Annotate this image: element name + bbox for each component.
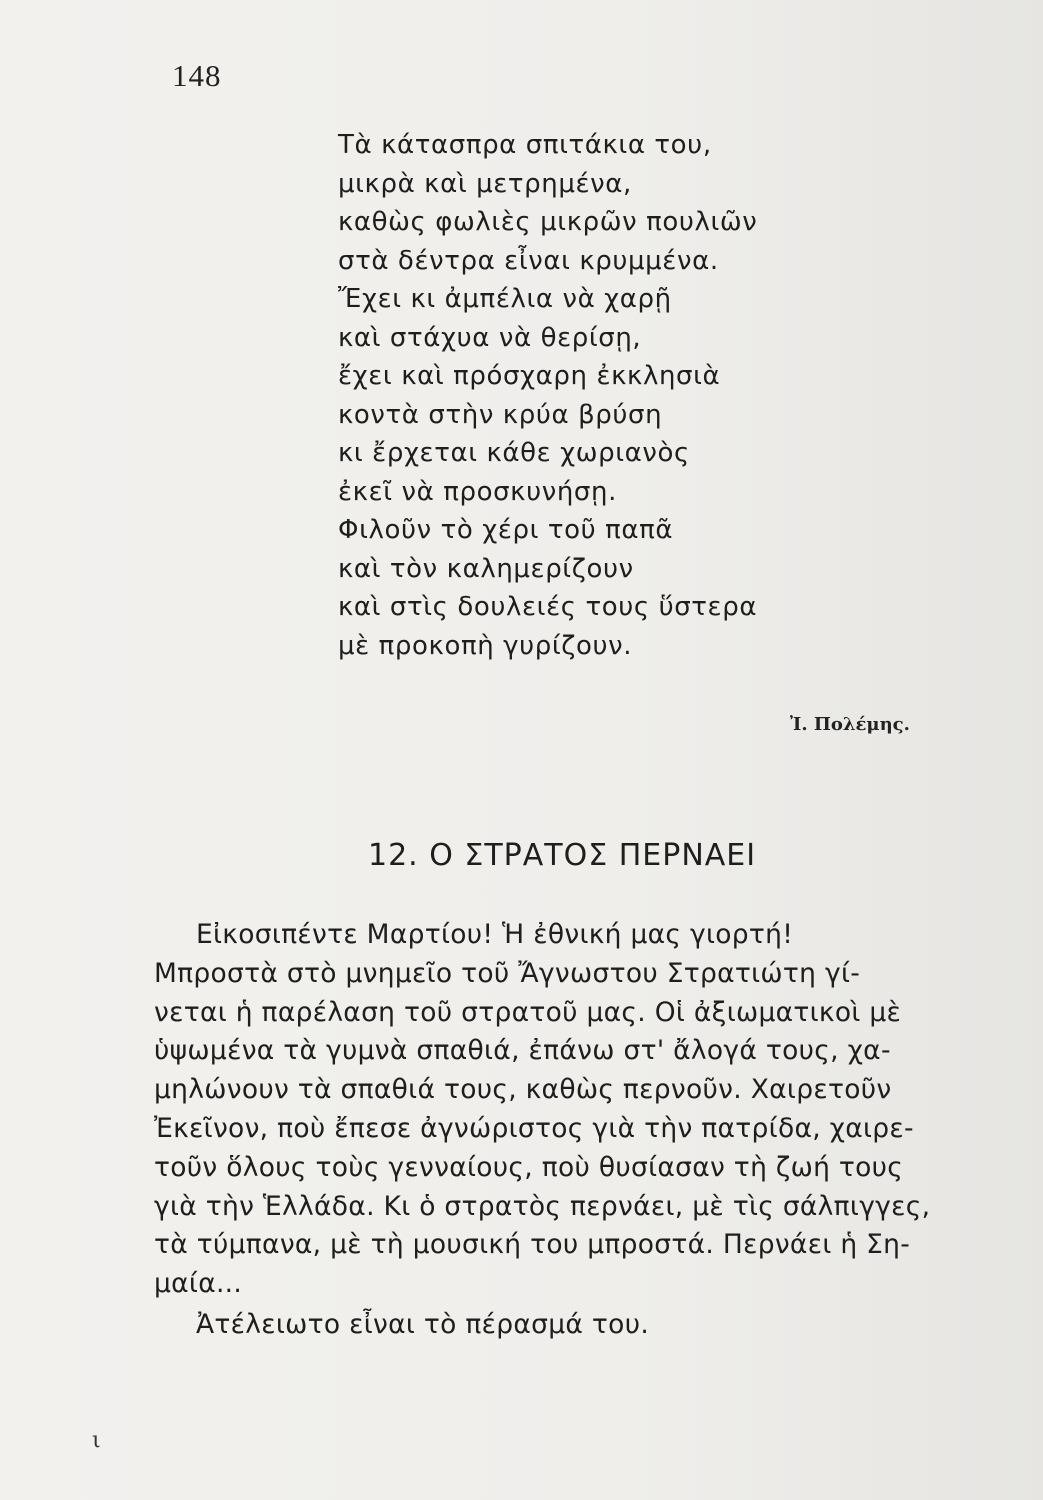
poem-line: στὰ δέντρα εἶναι κρυμμένα. [338,245,719,276]
prose-line: Ἐκεῖνον, ποὺ ἔπεσε ἀγνώριστος γιὰ τὴν πατρίδα, χαιρε- [154,1112,914,1144]
poem-line: Φιλοῦν τὸ χέρι τοῦ παπᾶ [338,515,674,545]
poem-line: καὶ στὶς δουλειές τους ὕστερα [338,592,758,622]
poem-line: μὲ προκοπὴ γυρίζουν. [338,630,633,661]
poem-line: Τὰ κάτασπρα σπιτάκια του, [338,130,712,160]
prose-line: Εἰκοσιπέντε Μαρτίου! Ἡ ἐθνική μας γιορτή! [196,919,794,950]
poem [338,126,858,665]
poem-line: καὶ τὸν καλημερίζουν [338,553,634,584]
poem-line: Ἔχει κι ἀμπέλια νὰ χαρῇ [338,284,672,314]
prose-line: νεται ἡ παρέλαση τοῦ στρατοῦ μας. Οἱ ἀξιωματικοὶ μὲ [154,996,902,1028]
poem-line: κοντὰ στὴν κρύα βρύση [338,399,663,430]
poem-line: κι ἔρχεται κάθε χωριανὸς [338,438,690,468]
page-number: 148 [172,58,222,93]
prose-line: Ἀτέλειωτο εἶναι τὸ πέρασμά του. [196,1308,650,1340]
section-title: 12. Ο ΣΤΡΑΤΟΣ ΠΕΡΝΑΕΙ [368,838,757,873]
prose-line: μηλώνουν τὰ σπαθιά τους, καθὼς περνοῦν. Χαιρετοῦν [154,1074,892,1106]
prose-line: Μπροστὰ στὸ μνημεῖο τοῦ Ἄγνωστου Στρατιώτη γί- [154,957,861,989]
prose-line: τὰ τύμπανα, μὲ τὴ μουσική του μπροστά. Περνάει ἡ Ση- [154,1229,911,1261]
section-body [154,916,996,1345]
prose-line: μαία... [154,1268,243,1300]
prose-line: τοῦν ὅλους τοὺς γενναίους, ποὺ θυσίασαν τὴ ζωή τους [154,1151,904,1183]
poem-line: ἐκεῖ νὰ προσκυνήσῃ. [338,476,617,507]
prose-line: γιὰ τὴν Ἑλλάδα. Κι ὁ στρατὸς περνάει, μὲ τὶς σάλπιγγες, [154,1190,931,1222]
poem-line: ἔχει καὶ πρόσχαρη ἐκκλησιὰ [338,361,721,391]
stray-ink-mark: ι [92,1428,101,1453]
poem-author: Ἰ. Πολέμης. [790,714,910,735]
poem-line: καὶ στάχυα νὰ θερίσῃ, [338,322,642,353]
poem-line: μικρὰ καὶ μετρημένα, [338,168,632,199]
prose-line: ὑψωμένα τὰ γυμνὰ σπαθιά, ἐπάνω στ' ἄλογά τους, χα- [154,1035,891,1067]
poem-line: καθὼς φωλιὲς μικρῶν πουλιῶν [338,207,758,237]
